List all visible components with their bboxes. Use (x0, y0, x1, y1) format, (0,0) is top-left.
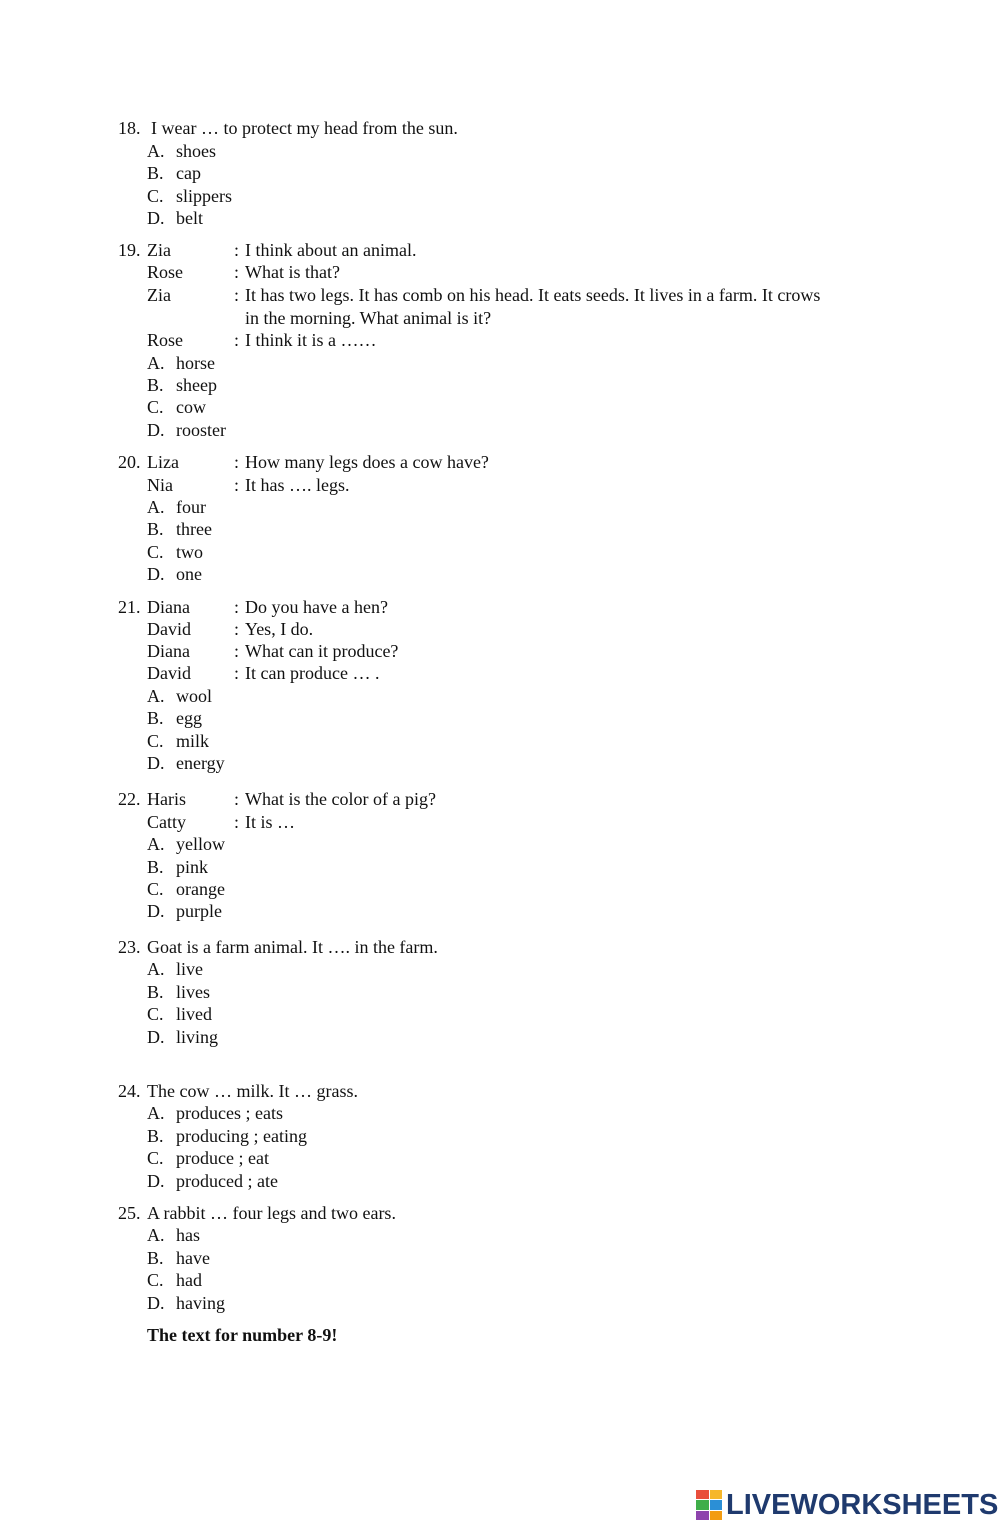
option-letter: C. (147, 1148, 164, 1168)
dialogue-text: It has two legs. It has comb on his head. It eats seeds. It lives in a farm. It crows (245, 285, 821, 305)
option-letter: B. (147, 1248, 164, 1268)
option-letter: D. (147, 1171, 165, 1191)
option-letter: D. (147, 564, 165, 584)
question-text: A rabbit … four legs and two ears. (147, 1203, 396, 1223)
option-letter: C. (147, 1004, 164, 1024)
dialogue-text: It can produce … . (245, 663, 380, 683)
speaker: Zia (147, 285, 171, 305)
colon: : (234, 262, 240, 282)
option-text: yellow (176, 834, 225, 854)
option-letter: D. (147, 1293, 165, 1313)
dialogue-text: in the morning. What animal is it? (245, 308, 492, 328)
question-text: Goat is a farm animal. It …. in the farm. (147, 937, 438, 957)
option-letter: A. (147, 353, 165, 373)
option-text: produce ; eat (176, 1148, 269, 1168)
option-text: energy (176, 753, 225, 773)
question-number: 18. (118, 118, 141, 138)
dialogue-text: What can it produce? (245, 641, 399, 661)
option-text: four (176, 497, 206, 517)
speaker: Catty (147, 812, 186, 832)
dialogue-text: What is the color of a pig? (245, 789, 436, 809)
option-letter: C. (147, 397, 164, 417)
option-text: living (176, 1027, 219, 1047)
dialogue-text: Yes, I do. (245, 619, 314, 639)
option-letter: B. (147, 857, 164, 877)
option-letter: D. (147, 420, 165, 440)
option-letter: B. (147, 982, 164, 1002)
speaker: Diana (147, 597, 190, 617)
dialogue-text: I think about an animal. (245, 240, 417, 260)
option-letter: B. (147, 375, 164, 395)
option-text: produces ; eats (176, 1103, 283, 1123)
option-text: horse (176, 353, 215, 373)
logo-block (710, 1490, 723, 1499)
option-text: produced ; ate (176, 1171, 278, 1191)
colon: : (234, 240, 240, 260)
speaker: Rose (147, 330, 183, 350)
speaker: Rose (147, 262, 183, 282)
question-text: The cow … milk. It … grass. (147, 1081, 358, 1101)
option-text: have (176, 1248, 210, 1268)
option-letter: C. (147, 542, 164, 562)
option-text: live (176, 959, 203, 979)
dialogue-text: Do you have a hen? (245, 597, 388, 617)
option-text: pink (176, 857, 209, 877)
logo-text: LIVEWORKSHEETS (726, 1488, 999, 1521)
option-text: purple (176, 901, 222, 921)
option-text: egg (176, 708, 202, 728)
option-letter: D. (147, 208, 165, 228)
colon: : (234, 641, 240, 661)
option-text: sheep (176, 375, 217, 395)
section-heading: The text for number 8-9! (147, 1325, 338, 1345)
option-letter: B. (147, 1126, 164, 1146)
option-letter: A. (147, 1225, 165, 1245)
option-letter: C. (147, 186, 164, 206)
option-letter: A. (147, 686, 165, 706)
option-letter: B. (147, 708, 164, 728)
question-number: 21. (118, 597, 141, 617)
option-text: belt (176, 208, 203, 228)
dialogue-text: It is … (245, 812, 296, 832)
question-number: 22. (118, 789, 141, 809)
option-text: has (176, 1225, 200, 1245)
option-text: producing ; eating (176, 1126, 307, 1146)
speaker: David (147, 663, 191, 683)
speaker: David (147, 619, 191, 639)
colon: : (234, 789, 240, 809)
option-text: wool (176, 686, 212, 706)
speaker: Diana (147, 641, 190, 661)
colon: : (234, 619, 240, 639)
colon: : (234, 452, 240, 472)
option-text: cow (176, 397, 206, 417)
question-text: I wear … to protect my head from the sun. (151, 118, 458, 138)
dialogue-text: How many legs does a cow have? (245, 452, 489, 472)
colon: : (234, 597, 240, 617)
question-number: 24. (118, 1081, 141, 1101)
option-letter: D. (147, 1027, 165, 1047)
colon: : (234, 285, 240, 305)
speaker: Liza (147, 452, 179, 472)
logo-block (696, 1500, 709, 1509)
option-text: slippers (176, 186, 232, 206)
option-letter: B. (147, 163, 164, 183)
option-letter: A. (147, 141, 165, 161)
speaker: Zia (147, 240, 171, 260)
option-text: milk (176, 731, 210, 751)
option-letter: C. (147, 731, 164, 751)
option-letter: A. (147, 497, 165, 517)
option-text: lived (176, 1004, 212, 1024)
option-letter: C. (147, 1270, 164, 1290)
colon: : (234, 330, 240, 350)
dialogue-text: What is that? (245, 262, 340, 282)
colon: : (234, 475, 240, 495)
option-letter: C. (147, 879, 164, 899)
option-text: had (176, 1270, 202, 1290)
option-text: lives (176, 982, 210, 1002)
question-number: 20. (118, 452, 141, 472)
liveworksheets-icon (696, 1490, 722, 1520)
liveworksheets-logo (696, 1488, 998, 1522)
logo-block (696, 1490, 709, 1499)
option-text: one (176, 564, 202, 584)
option-letter: D. (147, 753, 165, 773)
option-text: shoes (176, 141, 216, 161)
logo-block (710, 1511, 723, 1520)
question-number: 23. (118, 937, 141, 957)
option-letter: A. (147, 959, 165, 979)
option-text: three (176, 519, 212, 539)
dialogue-text: It has …. legs. (245, 475, 350, 495)
option-text: rooster (176, 420, 226, 440)
option-letter: A. (147, 834, 165, 854)
option-letter: B. (147, 519, 164, 539)
speaker: Nia (147, 475, 173, 495)
colon: : (234, 663, 240, 683)
dialogue-text: I think it is a …… (245, 330, 377, 350)
logo-block (696, 1511, 709, 1520)
question-number: 25. (118, 1203, 141, 1223)
option-text: two (176, 542, 203, 562)
speaker: Haris (147, 789, 186, 809)
option-letter: D. (147, 901, 165, 921)
option-letter: A. (147, 1103, 165, 1123)
option-text: orange (176, 879, 225, 899)
colon: : (234, 812, 240, 832)
option-text: cap (176, 163, 201, 183)
question-number: 19. (118, 240, 141, 260)
option-text: having (176, 1293, 225, 1313)
logo-block (710, 1500, 723, 1509)
